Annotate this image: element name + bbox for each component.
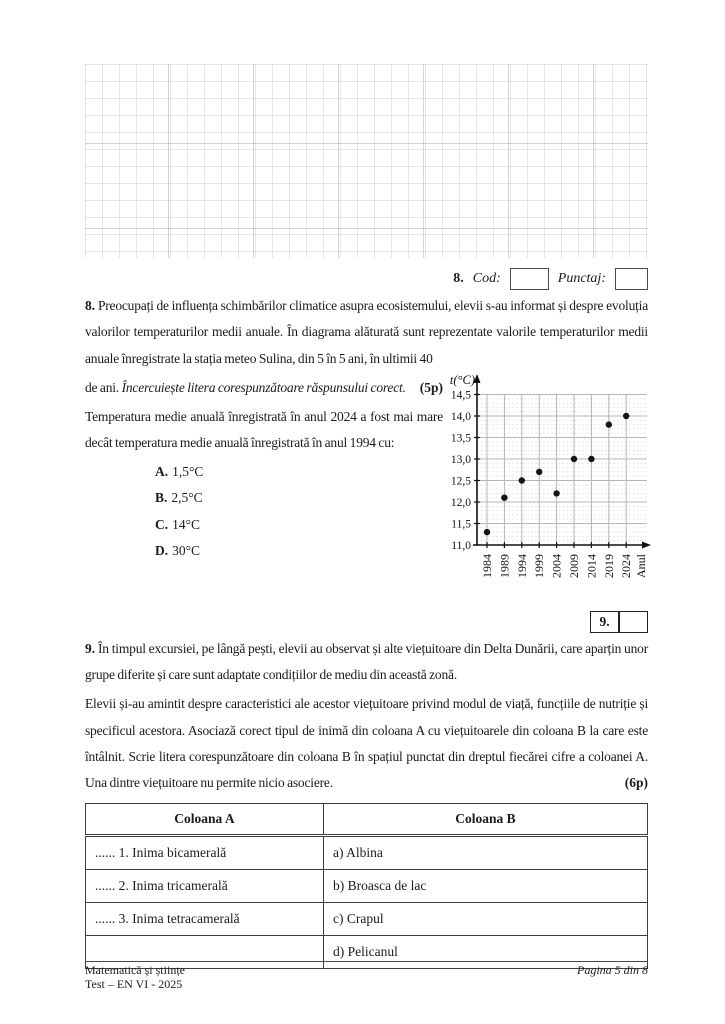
q8-code-row	[85, 268, 648, 290]
option-b-value: 2,5°C	[171, 490, 203, 506]
q9-text-1: În timpul excursiei, pe lângă pești, elevii au observat și alte viețuitoare din Delta Dunării, care aparțin unor grupe diferite și care sunt adaptate condițiilor de mediu din această zonă.	[85, 640, 648, 683]
option-c[interactable]	[155, 512, 443, 539]
matching-table	[85, 803, 648, 969]
footer-test: Test – EN VI - 2025	[85, 976, 183, 991]
svg-text:1999: 1999	[532, 553, 547, 578]
option-a-value: 1,5°C	[172, 463, 204, 479]
svg-text:14,0: 14,0	[450, 410, 471, 423]
svg-text:1994: 1994	[514, 553, 529, 578]
svg-text:2024: 2024	[619, 553, 634, 578]
option-b[interactable]	[155, 485, 443, 512]
q8-points: (5p)	[419, 379, 443, 395]
q9-code-box	[85, 611, 648, 633]
q9-points: (6p)	[624, 775, 648, 791]
svg-text:t(°C): t(°C)	[449, 372, 475, 387]
item-cell-a: a) Albina	[324, 835, 648, 869]
q8-options	[155, 459, 443, 565]
answer-slot-cell-1[interactable]: ...... 1. Inima bicamerală	[86, 835, 324, 869]
svg-text:2004: 2004	[549, 553, 564, 578]
temperature-chart	[441, 371, 655, 599]
q9-paragraph-1	[85, 636, 648, 689]
q8-left-column	[85, 375, 443, 565]
footer-left	[85, 964, 185, 991]
svg-text:1984: 1984	[480, 553, 494, 578]
svg-text:13,5: 13,5	[450, 432, 471, 445]
q9-code-number: 9.	[590, 611, 619, 633]
table-header-col-b: Coloana B	[324, 803, 648, 835]
answer-slot-cell-3[interactable]: ...... 3. Inima tetracamerală	[86, 902, 324, 935]
item-cell-c: c) Crapul	[324, 902, 648, 935]
table-header-row	[86, 803, 648, 835]
table-row	[86, 835, 648, 869]
q8-text: Preocupați de influența schimbărilor climatice asupra ecosistemului, elevii s-au informat și despre evoluția valorilor temperaturilor medii anuale. În diagrama alăturată sunt reprezentate valorile temperaturilor medii anuale înregistrate la stația meteo Sulina, din 5 în 5 ani, în ultimii 40	[85, 298, 649, 366]
svg-text:2014: 2014	[584, 553, 599, 578]
option-c-value: 14°C	[172, 516, 201, 532]
option-c-letter: C.	[155, 516, 169, 532]
svg-text:2019: 2019	[601, 553, 616, 578]
q8-number: 8.	[85, 298, 96, 313]
punctaj-input-box[interactable]	[615, 268, 648, 290]
svg-text:12,0: 12,0	[450, 496, 471, 509]
option-d-value: 30°C	[172, 543, 201, 559]
item-cell-d: d) Pelicanul	[324, 935, 648, 968]
item-cell-b: b) Broasca de lac	[324, 869, 648, 902]
table-row	[86, 902, 648, 935]
table-row	[86, 869, 648, 902]
option-b-letter: B.	[155, 490, 168, 506]
q9-paragraph-2	[85, 691, 648, 796]
svg-text:1989: 1989	[497, 553, 512, 578]
option-a[interactable]	[155, 459, 443, 486]
svg-text:11,0: 11,0	[451, 539, 471, 552]
q9-text-2: Elevii și-au amintit despre caracteristici ale acestor viețuitoare privind modul de viață, funcțiile de nutriție și specificul acestora. Asociază corect tipul de inimă din coloana A cu viețuitoarele din coloana B la care este întâlnit. Scrie litera corespunzătoare din coloana B în spațiul punctat din dreptul fiecărei cifre a coloanei A. Una dintre viețuitoare nu permite nicio asociere.	[85, 696, 648, 791]
q9-score-box[interactable]	[619, 611, 648, 633]
svg-text:13,0: 13,0	[450, 453, 471, 466]
punctaj-label: Punctaj:	[557, 271, 606, 286]
q9-number: 9.	[85, 640, 96, 656]
cod-label: Cod:	[472, 271, 501, 286]
q8-paragraph	[85, 293, 648, 372]
svg-text:11,5: 11,5	[451, 518, 471, 531]
option-d[interactable]	[155, 538, 443, 565]
q8-text-continued: de ani.	[85, 379, 119, 395]
svg-text:14,5: 14,5	[450, 389, 471, 402]
temperature-chart-svg	[441, 371, 655, 599]
page-footer	[85, 961, 648, 991]
q8-statement: Temperatura medie anuală înregistrată în anul 2024 a fost mai mare decât temperatura medie anuală înregistrată în anul 1994 cu:	[85, 409, 443, 451]
footer-subject: Matematică și științe	[85, 963, 185, 977]
option-d-letter: D.	[155, 543, 169, 559]
svg-text:12,5: 12,5	[450, 475, 471, 488]
q8-block	[85, 372, 648, 609]
q8-code-number: 8.	[453, 271, 464, 286]
cod-input-box[interactable]	[510, 268, 549, 290]
svg-text:2009: 2009	[567, 553, 581, 578]
answer-slot-cell-2[interactable]: ...... 2. Inima tricamerală	[86, 869, 324, 902]
option-a-letter: A.	[155, 463, 169, 479]
svg-text:Anul: Anul	[634, 553, 648, 578]
answer-grid-area	[85, 64, 648, 258]
footer-page-number: Pagina 5 din 8	[577, 963, 648, 977]
q8-instruction-line	[85, 375, 443, 401]
table-header-col-a: Coloana A	[86, 803, 324, 835]
q8-instruction: Încercuiește litera corespunzătoare răspunsului corect.	[121, 379, 406, 395]
